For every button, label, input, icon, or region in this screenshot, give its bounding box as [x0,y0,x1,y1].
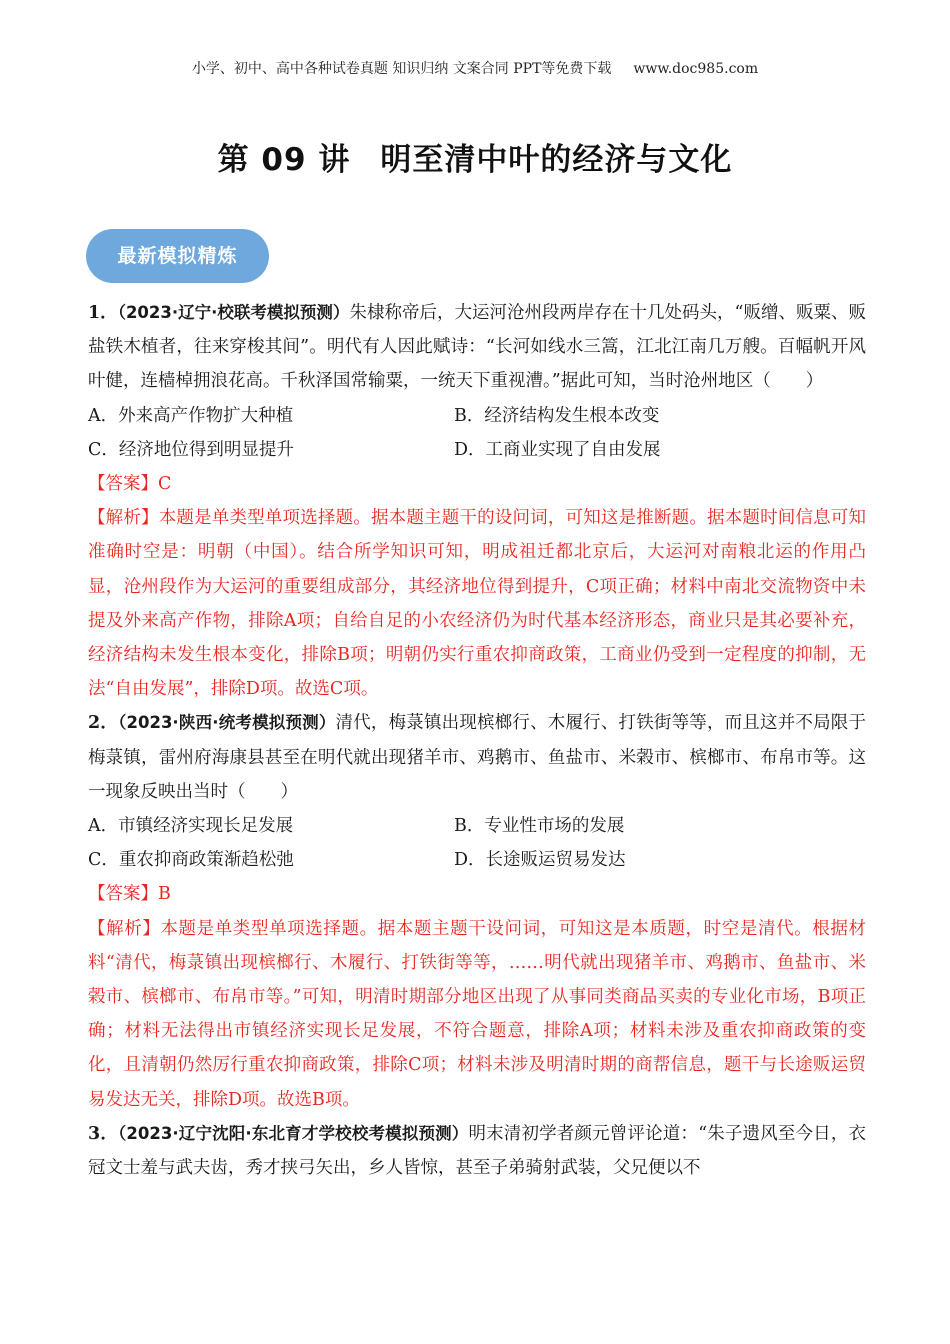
question-stem [88,706,866,809]
section-label: 最新模拟精炼 [86,229,269,283]
question-text: 朱棣称帝后，大运河沧州段两岸存在十几处码头，“贩缯、贩粟、贩盐铁木植者，往来穿梭其间”。明代有人因此赋诗：“长河如线水三篙，江北江南几万艘。百幅帆开风叶健，连樯棹拥浪花高。千秋泽国常输粟，一统天下重视漕。”据此可知，当时沧州地区（ ） [88,303,866,392]
header-site[interactable]: www.doc985.com [633,61,759,77]
answer: 【答案】B [88,884,171,905]
question-text: 清代，梅菉镇出现槟榔行、木履行、打铁街等等，而且这并不局限于梅菉镇，雷州府海康县甚至在明代就出现猪羊市、鸡鹅市、鱼盐市、米榖市、槟榔市、布帛市等。这一现象反映出当时（ ） [88,713,866,802]
option-b[interactable]: B．经济结构发生根本改变 [454,405,660,426]
option-d[interactable]: D．工商业实现了自由发展 [454,439,661,460]
option-c[interactable]: C．重农抑商政策渐趋松弛 [88,850,294,871]
options [88,399,866,467]
analysis: 【解析】本题是单类型单项选择题。据本题主题干设问词，可知这是本质题，时空是清代。根据材料“清代，梅菉镇出现槟榔行、木履行、打铁街等等，……明代就出现猪羊市、鸡鹅市、鱼盐市、米榖市、槟榔市、布帛市等。”可知，明清时期部分地区出现了从事同类商品买卖的专业化市场，B项正确；材料无法得出市镇经济实现长足发展，不符合题意，排除A项；材料未涉及重农抑商政策的变化，且清朝仍然厉行重农抑商政策，排除C项；材料未涉及明清时期的商帮信息，题干与长途贩运贸易发达无关，排除D项。故选B项。 [88,918,866,1110]
question-2 [88,706,866,1116]
question-text: 明末清初学者颜元曾评论道：“朱子遗风至今日，衣冠文士羞与武夫齿，秀才挟弓矢出，乡人皆惊，甚至子弟骑射武装，父兄便以不 [88,1123,866,1179]
options [88,809,866,877]
question-source: （2023·辽宁·校联考模拟预测） [117,303,350,322]
header-text: 小学、初中、高中各种试卷真题 知识归纳 文案合同 PPT等免费下载 [191,61,612,77]
question-3 [88,1117,866,1185]
question-number: 2． [88,713,119,734]
analysis: 【解析】本题是单类型单项选择题。据本题主题干的设问词，可知这是推断题。据本题时间信息可知准确时空是：明朝（中国）。结合所学知识可知，明成祖迁都北京后，大运河对南粮北运的作用凸显，沧州段作为大运河的重要组成部分，其经济地位得到提升，C项正确；材料中南北交流物资中未提及外来高产作物，排除A项；自给自足的小农经济仍为时代基本经济形态，商业只是其必要补充，经济结构未发生根本变化，排除B项；明朝仍实行重农抑商政策，工商业仍受到一定程度的抑制，无法“自由发展”，排除D项。故选C项。 [88,508,866,700]
question-number: 3． [88,1123,119,1144]
question-source: （2023·辽宁沈阳·东北育才学校校考模拟预测） [118,1123,469,1143]
question-source: （2023·陕西·统考模拟预测） [118,713,336,733]
title-lecture: 第 09 讲 [217,142,351,178]
question-stem [88,1117,866,1185]
option-c[interactable]: C．经济地位得到明显提升 [88,439,294,460]
title-topic: 明至清中叶的经济与文化 [380,142,733,178]
page-title [0,134,950,179]
option-b[interactable]: B．专业性市场的发展 [454,816,625,837]
question-stem [88,296,866,399]
question-1 [88,296,866,706]
question-number: 1． [88,303,118,323]
page-header [0,58,950,78]
option-a[interactable]: A．外来高产作物扩大种植 [88,405,294,426]
option-a[interactable]: A．市镇经济实现长足发展 [88,816,294,837]
answer: 【答案】C [88,474,172,495]
questions [88,296,866,1185]
option-d[interactable]: D．长途贩运贸易发达 [454,850,626,871]
